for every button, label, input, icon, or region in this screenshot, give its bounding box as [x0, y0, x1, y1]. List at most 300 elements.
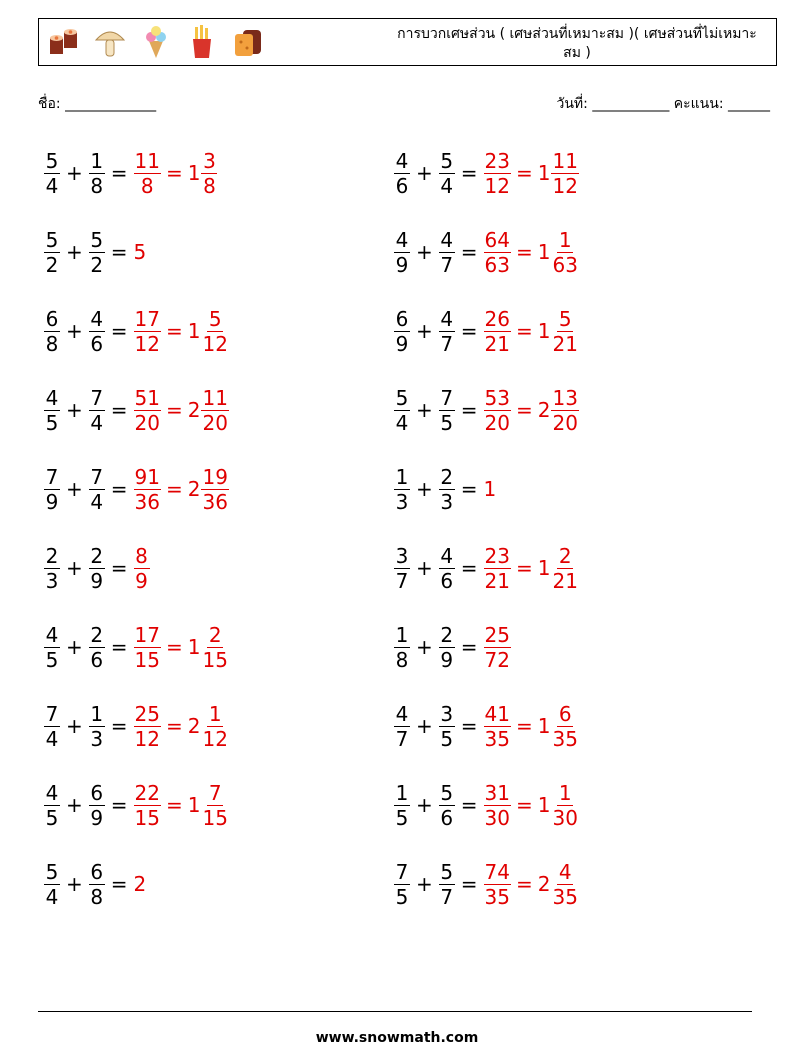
mushroom-icon: [93, 24, 127, 60]
denominator: 35: [484, 884, 510, 909]
addend-fraction: [44, 544, 60, 593]
answer-equals-sign: =: [515, 398, 533, 422]
denominator: 5: [395, 805, 409, 830]
mixed-whole: 2: [537, 398, 551, 422]
denominator: 72: [484, 647, 510, 672]
fries-icon: [185, 24, 219, 60]
mixed-whole: 1: [187, 635, 201, 659]
denominator: 20: [484, 410, 510, 435]
answer-fraction: [484, 149, 511, 198]
worksheet-title: การบวกเศษส่วน ( เศษส่วนที่เหมาะสม )( เศษส่วนที่ไม่เหมาะสม ): [397, 26, 757, 61]
numerator: 7: [208, 780, 222, 805]
numerator: 7: [45, 464, 59, 489]
problem-right-8: [394, 696, 579, 756]
denominator: 3: [395, 489, 409, 514]
answer-fraction: [134, 623, 161, 672]
problem-right-3: [394, 301, 579, 361]
answer-equals-sign: =: [165, 319, 183, 343]
numerator: 23: [484, 148, 510, 173]
problem-left-1: [44, 143, 217, 203]
answer-fraction: [484, 386, 511, 435]
mixed-whole: 1: [537, 793, 551, 817]
addend-fraction: [394, 465, 410, 514]
mixed-whole: 1: [537, 714, 551, 738]
mixed-fraction: [551, 149, 578, 198]
plus-sign: +: [66, 635, 83, 659]
denominator: 20: [552, 410, 578, 435]
denominator: 8: [203, 173, 216, 198]
numerator: 41: [484, 701, 510, 726]
denominator: 3: [90, 726, 104, 751]
numerator: 6: [90, 780, 104, 805]
equals-sign: =: [460, 319, 478, 343]
problem-left-5: [44, 459, 229, 519]
denominator: 30: [552, 805, 578, 830]
numerator: 5: [45, 227, 59, 252]
answer: [134, 781, 229, 830]
equals-sign: =: [110, 240, 128, 264]
answer-whole: 2: [133, 872, 147, 896]
date-score-field: วันที่: ___________ คะแนน: ______: [556, 96, 770, 112]
addend-fraction: [394, 149, 410, 198]
problem-right-1: [394, 143, 579, 203]
plus-sign: +: [66, 398, 83, 422]
addend-fraction: [44, 702, 60, 751]
equals-sign: =: [110, 556, 128, 580]
problem-right-7: [394, 617, 511, 677]
numerator: 4: [440, 227, 454, 252]
denominator: 63: [484, 252, 510, 277]
addend-fraction: [439, 465, 455, 514]
problem-right-6: [394, 538, 579, 598]
equals-sign: =: [110, 477, 128, 501]
denominator: 4: [45, 726, 59, 751]
problem-right-4: [394, 380, 579, 440]
addend-fraction: [439, 544, 455, 593]
numerator: 7: [395, 859, 409, 884]
answer-fraction: [484, 702, 511, 751]
addend-fraction: [44, 860, 60, 909]
denominator: 4: [440, 173, 454, 198]
addend-fraction: [439, 149, 455, 198]
mixed-fraction: [551, 307, 578, 356]
answer-fraction: [484, 228, 511, 277]
addend-fraction: [44, 465, 60, 514]
addend-fraction: [394, 228, 410, 277]
addend-fraction: [394, 860, 410, 909]
problem-right-5: [394, 459, 497, 519]
addend-fraction: [44, 386, 60, 435]
mixed-whole: 1: [537, 240, 551, 264]
numerator: 4: [440, 306, 454, 331]
plus-sign: +: [66, 793, 83, 817]
denominator: 21: [552, 568, 578, 593]
numerator: 4: [90, 306, 104, 331]
mixed-whole: 2: [187, 398, 201, 422]
denominator: 63: [552, 252, 578, 277]
footer-divider: [38, 1011, 752, 1012]
addend-fraction: [44, 781, 60, 830]
problem-right-2: [394, 222, 579, 282]
numerator: 4: [395, 701, 409, 726]
denominator: 9: [395, 252, 409, 277]
numerator: 26: [484, 306, 510, 331]
answer: [134, 544, 150, 593]
numerator: 1: [90, 148, 104, 173]
numerator: 19: [202, 464, 228, 489]
addend-fraction: [89, 465, 105, 514]
equals-sign: =: [460, 556, 478, 580]
denominator: 9: [395, 331, 409, 356]
numerator: 7: [90, 385, 104, 410]
answer: [484, 860, 579, 909]
plus-sign: +: [66, 161, 83, 185]
denominator: 7: [395, 568, 409, 593]
numerator: 2: [440, 622, 454, 647]
denominator: 15: [134, 805, 160, 830]
mixed-fraction: [551, 702, 578, 751]
numerator: 11: [202, 385, 228, 410]
numerator: 1: [208, 701, 222, 726]
numerator: 22: [134, 780, 160, 805]
mixed-fraction: [551, 228, 578, 277]
numerator: 25: [484, 622, 510, 647]
plus-sign: +: [66, 240, 83, 264]
addend-fraction: [394, 702, 410, 751]
answer-fraction: [484, 544, 511, 593]
numerator: 5: [440, 148, 454, 173]
answer-equals-sign: =: [165, 793, 183, 817]
numerator: 5: [45, 148, 59, 173]
denominator: 6: [90, 647, 104, 672]
denominator: 7: [440, 331, 454, 356]
addend-fraction: [89, 623, 105, 672]
plus-sign: +: [416, 714, 433, 738]
numerator: 2: [440, 464, 454, 489]
numerator: 13: [552, 385, 578, 410]
equals-sign: =: [110, 872, 128, 896]
denominator: 12: [552, 173, 578, 198]
answer-equals-sign: =: [515, 240, 533, 264]
numerator: 1: [90, 701, 104, 726]
mixed-whole: 1: [187, 161, 201, 185]
denominator: 7: [440, 884, 454, 909]
mixed-whole: 2: [537, 872, 551, 896]
answer-fraction: [134, 149, 161, 198]
denominator: 9: [45, 489, 59, 514]
answer: [134, 149, 218, 198]
answer: [134, 240, 148, 264]
denominator: 15: [202, 805, 228, 830]
answer-fraction: [134, 702, 161, 751]
sushi-icon: [47, 24, 81, 60]
equals-sign: =: [460, 635, 478, 659]
denominator: 36: [134, 489, 160, 514]
denominator: 5: [395, 884, 409, 909]
answer-equals-sign: =: [515, 556, 533, 580]
plus-sign: +: [416, 398, 433, 422]
mixed-fraction: [551, 781, 578, 830]
answer-whole: 1: [483, 477, 497, 501]
mixed-whole: 1: [187, 793, 201, 817]
answer: [134, 702, 229, 751]
addend-fraction: [439, 781, 455, 830]
denominator: 21: [484, 568, 510, 593]
denominator: 12: [202, 331, 228, 356]
answer-equals-sign: =: [165, 161, 183, 185]
plus-sign: +: [66, 714, 83, 738]
denominator: 15: [134, 647, 160, 672]
answer-equals-sign: =: [165, 398, 183, 422]
equals-sign: =: [460, 872, 478, 896]
numerator: 3: [203, 148, 216, 173]
denominator: 6: [395, 173, 409, 198]
problem-right-9: [394, 775, 579, 835]
answer-equals-sign: =: [165, 714, 183, 738]
answer: [484, 781, 579, 830]
numerator: 2: [558, 543, 572, 568]
problem-left-9: [44, 775, 229, 835]
answer-equals-sign: =: [515, 872, 533, 896]
addend-fraction: [439, 386, 455, 435]
denominator: 9: [90, 568, 104, 593]
numerator: 5: [440, 859, 454, 884]
addend-fraction: [44, 307, 60, 356]
equals-sign: =: [460, 398, 478, 422]
denominator: 9: [440, 647, 454, 672]
denominator: 7: [395, 726, 409, 751]
denominator: 3: [440, 489, 454, 514]
plus-sign: +: [66, 319, 83, 343]
problem-right-10: [394, 854, 579, 914]
equals-sign: =: [110, 793, 128, 817]
equals-sign: =: [460, 477, 478, 501]
plus-sign: +: [416, 319, 433, 343]
denominator: 6: [440, 805, 454, 830]
header-icons: [47, 24, 265, 60]
denominator: 4: [90, 489, 104, 514]
addend-fraction: [44, 149, 60, 198]
denominator: 2: [45, 252, 59, 277]
mixed-fraction: [201, 307, 228, 356]
answer: [134, 465, 229, 514]
answer-fraction: [134, 465, 161, 514]
mixed-fraction: [201, 781, 228, 830]
answer-equals-sign: =: [165, 635, 183, 659]
addend-fraction: [89, 307, 105, 356]
equals-sign: =: [110, 714, 128, 738]
answer-whole: 5: [133, 240, 147, 264]
plus-sign: +: [416, 793, 433, 817]
denominator: 30: [484, 805, 510, 830]
numerator: 5: [440, 780, 454, 805]
numerator: 2: [45, 543, 59, 568]
equals-sign: =: [460, 714, 478, 738]
numerator: 7: [440, 385, 454, 410]
denominator: 5: [45, 647, 59, 672]
problem-left-10: [44, 854, 147, 914]
answer-equals-sign: =: [515, 714, 533, 738]
denominator: 12: [484, 173, 510, 198]
numerator: 25: [134, 701, 160, 726]
numerator: 5: [558, 306, 572, 331]
plus-sign: +: [66, 477, 83, 501]
equals-sign: =: [110, 635, 128, 659]
numerator: 1: [395, 464, 409, 489]
plus-sign: +: [416, 240, 433, 264]
denominator: 20: [202, 410, 228, 435]
numerator: 23: [484, 543, 510, 568]
denominator: 20: [134, 410, 160, 435]
mixed-whole: 1: [537, 161, 551, 185]
denominator: 7: [440, 252, 454, 277]
mixed-fraction: [551, 544, 578, 593]
answer-equals-sign: =: [165, 477, 183, 501]
denominator: 5: [45, 410, 59, 435]
denominator: 4: [45, 173, 59, 198]
problem-left-3: [44, 301, 229, 361]
ice-cream-icon: [139, 24, 173, 60]
denominator: 3: [45, 568, 59, 593]
numerator: 4: [558, 859, 572, 884]
answer-equals-sign: =: [515, 319, 533, 343]
mixed-whole: 2: [187, 714, 201, 738]
mixed-whole: 1: [537, 319, 551, 343]
answer-fraction: [484, 781, 511, 830]
denominator: 6: [90, 331, 104, 356]
addend-fraction: [439, 702, 455, 751]
answer: [484, 228, 579, 277]
denominator: 5: [440, 410, 454, 435]
numerator: 1: [395, 622, 409, 647]
answer: [484, 544, 579, 593]
mixed-whole: 1: [537, 556, 551, 580]
denominator: 35: [552, 726, 578, 751]
problem-left-4: [44, 380, 229, 440]
numerator: 11: [552, 148, 578, 173]
denominator: 35: [484, 726, 510, 751]
numerator: 4: [395, 227, 409, 252]
denominator: 4: [45, 884, 59, 909]
mixed-fraction: [551, 386, 578, 435]
numerator: 31: [484, 780, 510, 805]
mixed-fraction: [201, 623, 228, 672]
numerator: 3: [440, 701, 454, 726]
answer: [484, 307, 579, 356]
numerator: 53: [484, 385, 510, 410]
answer: [134, 872, 148, 896]
addend-fraction: [89, 781, 105, 830]
equals-sign: =: [110, 398, 128, 422]
answer-fraction: [484, 860, 511, 909]
problem-left-7: [44, 617, 229, 677]
answer: [484, 149, 579, 198]
mixed-fraction: [551, 860, 578, 909]
plus-sign: +: [416, 161, 433, 185]
addend-fraction: [394, 781, 410, 830]
addend-fraction: [89, 702, 105, 751]
numerator: 5: [208, 306, 222, 331]
numerator: 1: [558, 780, 572, 805]
numerator: 6: [90, 859, 104, 884]
worksheet-header: [38, 18, 777, 66]
answer-fraction: [134, 781, 161, 830]
denominator: 6: [440, 568, 454, 593]
denominator: 8: [140, 173, 154, 198]
problem-left-2: [44, 222, 147, 282]
addend-fraction: [44, 623, 60, 672]
name-field: ชื่อ: _____________: [38, 96, 157, 112]
mixed-fraction: [201, 465, 228, 514]
denominator: 12: [202, 726, 228, 751]
addend-fraction: [439, 860, 455, 909]
addend-fraction: [439, 623, 455, 672]
addend-fraction: [394, 544, 410, 593]
answer-fraction: [134, 386, 161, 435]
answer: [484, 386, 579, 435]
plus-sign: +: [66, 872, 83, 896]
addend-fraction: [394, 307, 410, 356]
denominator: 5: [45, 805, 59, 830]
problem-left-8: [44, 696, 229, 756]
numerator: 4: [45, 780, 59, 805]
numerator: 5: [45, 859, 59, 884]
numerator: 4: [440, 543, 454, 568]
addend-fraction: [89, 544, 105, 593]
numerator: 74: [484, 859, 510, 884]
plus-sign: +: [416, 635, 433, 659]
answer: [484, 623, 511, 672]
denominator: 21: [484, 331, 510, 356]
denominator: 36: [202, 489, 228, 514]
numerator: 2: [90, 543, 104, 568]
equals-sign: =: [110, 161, 128, 185]
answer-fraction: [134, 544, 150, 593]
answer-equals-sign: =: [515, 793, 533, 817]
denominator: 35: [552, 884, 578, 909]
footer-url: www.snowmath.com: [315, 1030, 479, 1046]
denominator: 8: [90, 173, 104, 198]
numerator: 17: [134, 306, 160, 331]
addend-fraction: [439, 307, 455, 356]
numerator: 51: [134, 385, 160, 410]
mixed-whole: 2: [187, 477, 201, 501]
plus-sign: +: [416, 477, 433, 501]
numerator: 4: [45, 622, 59, 647]
answer: [484, 477, 498, 501]
numerator: 2: [208, 622, 222, 647]
addend-fraction: [89, 386, 105, 435]
numerator: 11: [134, 148, 160, 173]
numerator: 5: [90, 227, 104, 252]
answer: [484, 702, 579, 751]
equals-sign: =: [460, 240, 478, 264]
numerator: 17: [134, 622, 160, 647]
answer-fraction: [484, 307, 511, 356]
answer-fraction: [134, 307, 161, 356]
mixed-whole: 1: [187, 319, 201, 343]
addend-fraction: [44, 228, 60, 277]
addend-fraction: [89, 860, 105, 909]
numerator: 6: [45, 306, 59, 331]
numerator: 5: [395, 385, 409, 410]
numerator: 7: [90, 464, 104, 489]
mixed-fraction: [201, 386, 228, 435]
denominator: 5: [440, 726, 454, 751]
denominator: 8: [395, 647, 409, 672]
numerator: 1: [395, 780, 409, 805]
addend-fraction: [89, 228, 105, 277]
